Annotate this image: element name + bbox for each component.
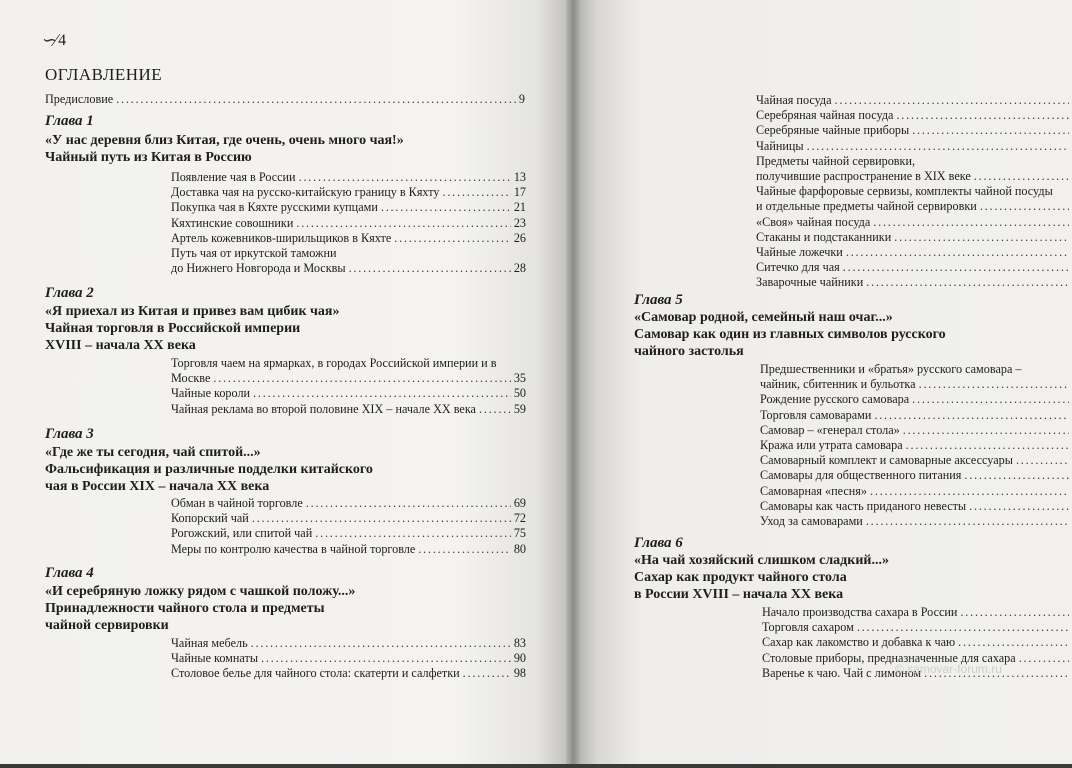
entry-page: 23: [513, 215, 526, 230]
entry-title: Москве: [171, 371, 211, 386]
leader-dots: [251, 636, 511, 651]
leader-dots: [894, 230, 1069, 245]
toc-entry[interactable]: [756, 154, 1072, 169]
leader-dots: [903, 423, 1069, 438]
toc-entry[interactable]: [760, 392, 1072, 407]
entry-title: Самовары для общественного питания: [760, 468, 962, 483]
entry-page: 9: [518, 92, 525, 106]
entry-page: 13: [513, 170, 526, 184]
entry-title: до Нижнего Новгорода и Москвы: [171, 261, 346, 276]
entry-title: Самоварная «песня»: [760, 483, 867, 498]
entry-page: 90: [513, 651, 526, 666]
title-line: Сахар как продукт чайного стола: [634, 570, 847, 585]
leader-dots: [1019, 651, 1069, 666]
entry-title: чайник, сбитенник и бульотка: [760, 377, 916, 392]
leader-dots: [870, 484, 1069, 499]
entry-title: Заварочные чайники: [756, 275, 864, 290]
toc-entry[interactable]: [171, 261, 526, 276]
chapter-4-continued-entries: [756, 93, 1072, 291]
entry-title: Обман в чайной торговле: [171, 496, 303, 510]
title-line: Чайный путь из Китая в Россию: [45, 150, 252, 165]
leader-dots: [960, 605, 1069, 620]
leader-dots: [873, 215, 1069, 230]
leader-dots: [381, 200, 511, 215]
chapter-2-title[interactable]: [45, 303, 340, 354]
toc-entry[interactable]: [171, 666, 526, 681]
entry-title: Чайные фарфоровые сервизы, комплекты чайной посуды: [756, 184, 1053, 199]
title-line: Фальсификация и различные подделки китайского: [45, 462, 373, 477]
leader-dots: [964, 468, 1069, 483]
entry-title: Серебряные чайные приборы: [756, 123, 910, 138]
leader-dots: [958, 635, 1069, 650]
toc-title: ОГЛАВЛЕНИЕ: [45, 65, 163, 84]
toc-entry[interactable]: [760, 484, 1072, 499]
title-line: чайной сервировки: [45, 618, 169, 633]
leader-dots: [252, 511, 511, 526]
toc-entry[interactable]: [171, 231, 526, 246]
leader-dots: [843, 260, 1069, 275]
entry-title: Чайная мебель: [171, 636, 248, 650]
leader-dots: [116, 92, 516, 107]
page-number-text: 4: [58, 31, 67, 49]
entry-title: Самовары как часть приданого невесты: [760, 498, 967, 513]
entry-title: и отдельные предметы чайной сервировки: [756, 199, 977, 214]
entry-title: Начало производства сахара в России: [762, 605, 958, 619]
toc-entry[interactable]: [756, 260, 1072, 275]
chapter-5-title[interactable]: [634, 309, 946, 360]
entry-title: Столовое белье для чайного стола: скатерти и салфетки: [171, 666, 460, 681]
leader-dots: [1016, 453, 1069, 468]
leader-dots: [906, 438, 1069, 453]
toc-entry[interactable]: [171, 651, 526, 666]
leader-dots: [912, 392, 1069, 407]
title-line: «И серебряную ложку рядом с чашкой положу...»: [45, 584, 356, 599]
toc-entry[interactable]: [756, 199, 1072, 214]
entry-title: Кража или утрата самовара: [760, 438, 903, 453]
title-line: «Самовар родной, семейный наш очаг...»: [634, 310, 893, 325]
entry-title: Чайная реклама во второй половине XIX – начале XX века: [171, 401, 476, 416]
entry-page: 26: [513, 230, 526, 245]
leader-dots: [866, 514, 1069, 529]
leader-dots: [253, 386, 511, 401]
chapter-4-entries: [171, 636, 526, 682]
entry-title: Появление чая в России: [171, 170, 296, 184]
entry-title: Меры по контролю качества в чайной торговле: [171, 541, 416, 556]
toc-entry[interactable]: [760, 514, 1072, 529]
toc-entry[interactable]: [760, 377, 1072, 392]
entry-title: Варенье к чаю. Чай с лимоном: [762, 665, 922, 680]
title-line: Чайная торговля в Российской империи: [45, 321, 301, 336]
entry-title: Кяхтинские совошники: [171, 215, 294, 230]
entry-page: 21: [513, 200, 526, 215]
chapter-1-entries: [171, 170, 526, 276]
entry-page: 98: [513, 666, 526, 681]
entry-title: Стаканы и подстаканники: [756, 229, 892, 244]
toc-entry[interactable]: [171, 511, 526, 526]
title-line: XVIII – начала XX века: [45, 338, 196, 353]
title-line: чайного застолья: [634, 344, 744, 359]
toc-entry-preface[interactable]: [45, 92, 525, 107]
leader-dots: [306, 496, 511, 511]
toc-entry[interactable]: [171, 356, 526, 371]
leader-dots: [299, 170, 511, 185]
leader-dots: [349, 261, 511, 276]
toc-entry[interactable]: [756, 184, 1072, 199]
toc-entry[interactable]: [171, 636, 526, 651]
toc-entry[interactable]: [760, 468, 1072, 483]
entry-title: Рождение русского самовара: [760, 392, 910, 407]
leader-dots: [807, 139, 1069, 154]
entry-title: Доставка чая на русско-китайскую границу в Кяхту: [171, 185, 440, 200]
chapter-1-label: Глава 1: [45, 113, 94, 129]
entry-page: 28: [513, 261, 526, 276]
toc-entry[interactable]: [756, 230, 1072, 245]
toc-entry[interactable]: [171, 185, 526, 200]
entry-title: Самоварный комплект и самоварные аксессуары: [760, 453, 1013, 468]
entry-title: Рогожский, или спитой чай: [171, 526, 313, 541]
toc-entry[interactable]: [760, 362, 1072, 377]
toc-entry[interactable]: [762, 635, 1072, 650]
leader-dots: [969, 499, 1069, 514]
leader-dots: [261, 651, 511, 666]
title-line: «Где же ты сегодня, чай спитой...»: [45, 445, 261, 460]
entry-page: 72: [513, 511, 526, 526]
entry-title: Артель кожевников-ширильщиков в Кяхте: [171, 230, 392, 245]
chapter-3-label: Глава 3: [45, 426, 94, 442]
toc-entry[interactable]: [760, 423, 1072, 438]
chapter-3-entries: [171, 496, 526, 557]
scan-edge: [0, 764, 1072, 768]
entry-title: получившие распространение в XIX веке: [756, 169, 971, 184]
leader-dots: [463, 666, 511, 681]
entry-page: 75: [513, 526, 526, 541]
leader-dots: [479, 402, 511, 417]
toc-entry[interactable]: [171, 216, 526, 231]
entry-title: Уход за самоварами: [760, 514, 863, 529]
leader-dots: [315, 526, 511, 541]
entry-title: Серебряная чайная посуда: [756, 108, 894, 123]
leader-dots: [213, 371, 510, 386]
toc-entry[interactable]: [756, 245, 1072, 260]
chapter-3-title[interactable]: [45, 444, 373, 495]
entry-title: «Своя» чайная посуда: [756, 214, 871, 229]
entry-title: Чайные комнаты: [171, 651, 259, 666]
leader-dots: [919, 377, 1069, 392]
title-line: Самовар как один из главных символов русского: [634, 327, 946, 342]
entry-title: Чайные ложечки: [756, 245, 843, 260]
title-line: Принадлежности чайного стола и предметы: [45, 601, 325, 616]
book-gutter: [566, 0, 580, 764]
toc-entry[interactable]: [756, 169, 1072, 184]
entry-title: Предметы чайной сервировки,: [756, 153, 916, 168]
toc-entry[interactable]: [756, 108, 1072, 123]
toc-entry[interactable]: [171, 386, 526, 401]
toc-entry[interactable]: [760, 453, 1072, 468]
leader-dots: [974, 169, 1069, 184]
leader-dots: [874, 408, 1069, 423]
entry-title: Копорский чай: [171, 511, 249, 526]
right-page: [572, 0, 1072, 764]
toc-entry[interactable]: [760, 499, 1072, 514]
chapter-4-label: Глава 4: [45, 565, 94, 581]
leader-dots: [866, 275, 1069, 290]
entry-page: 35: [513, 371, 526, 386]
toc-entry[interactable]: [756, 275, 1072, 290]
leader-dots: [896, 108, 1069, 123]
entry-title: Торговля чаем на ярмарках, в городах Российской империи и в: [171, 356, 497, 370]
entry-title: Предшественники и «братья» русского самовара –: [760, 362, 1022, 376]
entry-title: Предисловие: [45, 92, 114, 106]
title-line: «На чай хозяйский слишком сладкий...»: [634, 553, 889, 568]
entry-title: Чайницы: [756, 138, 804, 153]
entry-page: 80: [513, 541, 526, 556]
chapter-2-label: Глава 2: [45, 285, 94, 301]
entry-page: 83: [513, 636, 526, 650]
entry-title: Столовые приборы, предназначенные для сахара: [762, 650, 1016, 665]
chapter-2-entries: [171, 356, 526, 417]
entry-title: Чайная посуда: [756, 93, 832, 107]
entry-page: 50: [513, 386, 526, 401]
leader-dots: [394, 231, 511, 246]
toc-entry[interactable]: [756, 93, 1072, 108]
entry-title: Торговля самоварами: [760, 407, 872, 422]
leader-dots: [835, 93, 1069, 108]
toc-entry[interactable]: [171, 170, 526, 185]
toc-entry[interactable]: [171, 246, 526, 261]
leader-dots: [912, 123, 1069, 138]
chapter-4-title[interactable]: [45, 583, 355, 634]
chapter-5-entries: [760, 362, 1072, 529]
ornament-icon: ∽∕: [42, 30, 55, 50]
toc-entry[interactable]: [171, 526, 526, 541]
toc-entry[interactable]: [756, 139, 1072, 154]
toc-entry[interactable]: [762, 620, 1072, 635]
chapter-6-title[interactable]: [634, 552, 889, 603]
leader-dots: [418, 542, 511, 557]
toc-entry[interactable]: [760, 438, 1072, 453]
toc-entry[interactable]: [171, 542, 526, 557]
entry-title: Сахар как лакомство и добавка к чаю: [762, 635, 956, 650]
chapter-1-title[interactable]: [45, 132, 404, 166]
entry-title: Ситечко для чая: [756, 260, 840, 275]
leader-dots: [857, 620, 1069, 635]
entry-title: Самовар – «генерал стола»: [760, 422, 900, 437]
watermark: © samovar-forum.ru: [895, 662, 1002, 676]
toc-entry[interactable]: [756, 123, 1072, 138]
leader-dots: [296, 216, 510, 231]
toc-entry[interactable]: [171, 402, 526, 417]
chapter-5-label: Глава 5: [634, 292, 683, 308]
toc-entry[interactable]: [171, 371, 526, 386]
leader-dots: [846, 245, 1069, 260]
leader-dots: [980, 199, 1069, 214]
entry-page: 17: [513, 185, 526, 200]
entry-title: Покупка чая в Кяхте русскими купцами: [171, 200, 378, 215]
title-line: «У нас деревня близ Китая, где очень, очень много чая!»: [45, 133, 404, 148]
toc-entry[interactable]: [171, 200, 526, 215]
page-number: [42, 30, 66, 51]
entry-page: 69: [513, 496, 526, 510]
title-line: чая в России XIX – начала XX века: [45, 479, 270, 494]
toc-entry[interactable]: [760, 408, 1072, 423]
toc-entry[interactable]: [171, 496, 526, 511]
chapter-6-label: Глава 6: [634, 535, 683, 551]
title-line: «Я приехал из Китая и привез вам цибик чая»: [45, 304, 340, 319]
entry-title: Торговля сахаром: [762, 620, 854, 635]
title-line: в России XVIII – начала XX века: [634, 587, 844, 602]
toc-entry[interactable]: [762, 605, 1072, 620]
leader-dots: [442, 185, 510, 200]
entry-title: Чайные короли: [171, 386, 251, 401]
entry-title: Путь чая от иркутской таможни: [171, 246, 337, 261]
entry-page: 59: [513, 401, 526, 416]
toc-entry[interactable]: [756, 215, 1072, 230]
